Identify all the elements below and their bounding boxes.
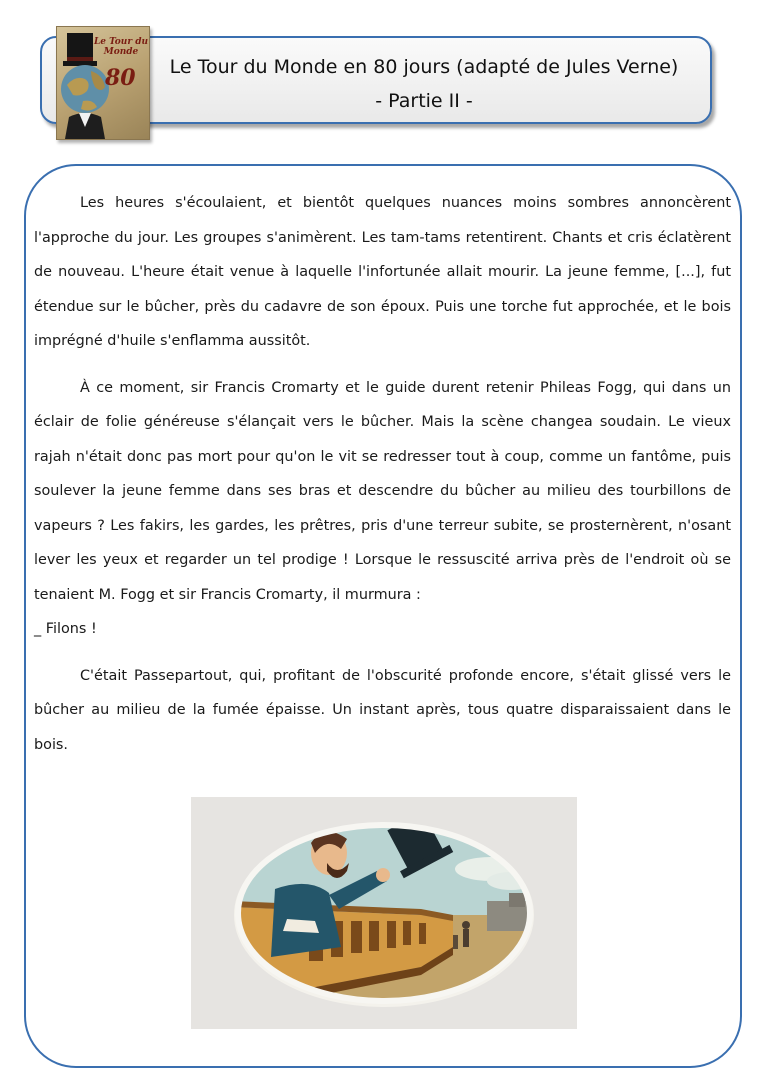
train-window-illustration (191, 797, 577, 1029)
paragraph-1: Les heures s'écoulaient, et bientôt quelques nuances moins sombres annoncèrent l'approche du jour. Les groupes s'animèrent. Les tam-tams retentirent. Chants et cris éclatèrent de nouveau. L'heure était venue à laquelle l'infortunée allait mourir. La jeune femme, [...], fut étendue sur le bûcher, près du cadavre de son époux. Puis une torche fut approchée, et le bois imprégné d'huile s'enflamma aussitôt. (34, 195, 731, 349)
book-cover-image (56, 26, 150, 140)
title-line-1: Le Tour du Monde en 80 jours (adapté de Jules Verne) (169, 56, 679, 78)
story-text (34, 186, 731, 762)
cover-title: Le Tour du Monde (93, 37, 149, 57)
page-title (154, 50, 694, 118)
paragraph-2: À ce moment, sir Francis Cromarty et le guide durent retenir Phileas Fogg, qui dans un éclair de folie généreuse s'élançait vers le bûcher. Mais la scène changea soudain. Le vieux rajah n'était donc pas mort pour qu'on le vit se redresser tout à coup, comme un fantôme, puis soulever la jeune femme dans ses bras et descendre du bûcher au milieu des tourbillons de vapeurs ? Les fakirs, les gardes, les prêtres, pris d'une terreur subite, se prosternèrent, n'osant lever les yeux et regarder un tel prodige ! Lorsque le ressuscité arriva près de l'endroit où se tenaient M. Fogg et sir Francis Cromarty, il murmura : (34, 379, 731, 603)
title-line-2: - Partie II - (375, 90, 473, 112)
cover-number: 80 (105, 65, 136, 91)
illustration-art (191, 797, 577, 1029)
dialogue-line: _ Filons ! (34, 621, 97, 637)
paragraph-3: C'était Passepartout, qui, profitant de l'obscurité profonde encore, s'était glissé vers le bûcher au milieu de la fumée épaisse. Un instant après, tous quatre disparaissaient dans le bois. (34, 667, 731, 753)
